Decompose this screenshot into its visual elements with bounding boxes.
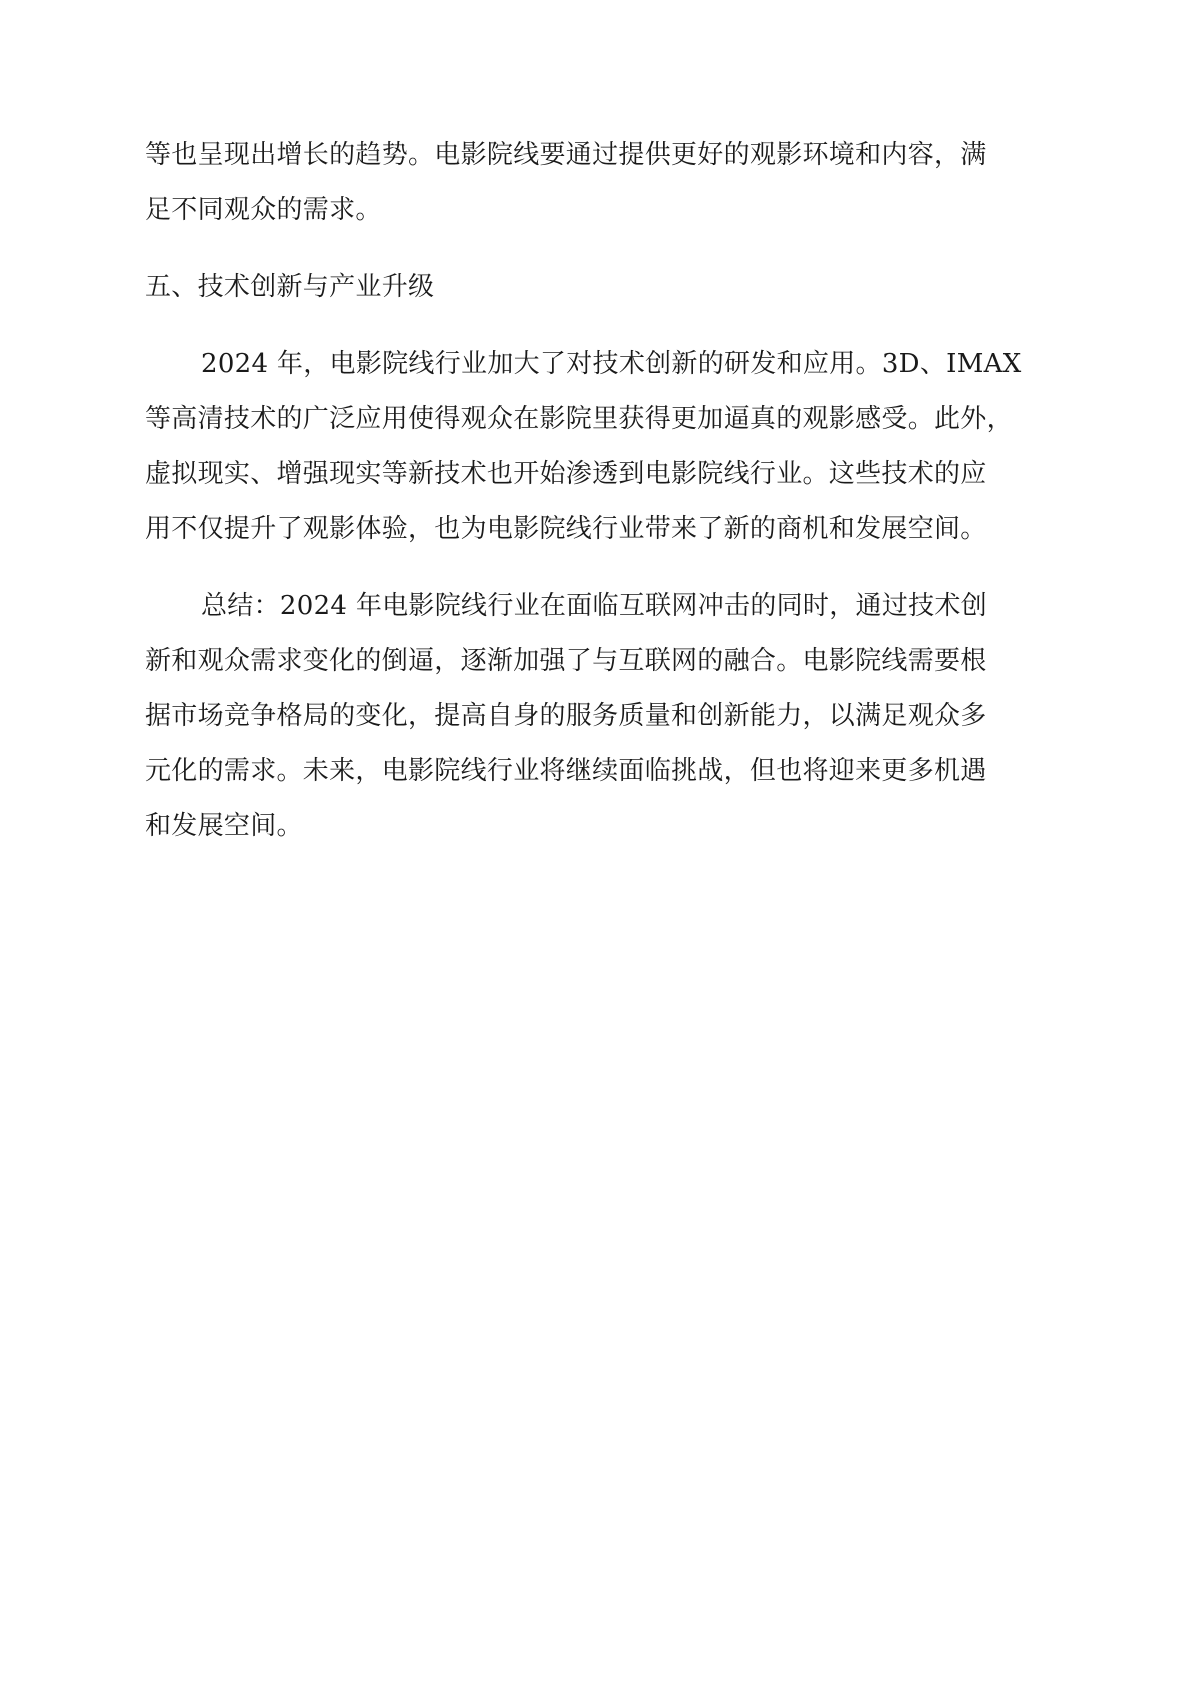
- paragraph-line: 虚拟现实、增强现实等新技术也开始渗透到电影院线行业。这些技术的应: [145, 459, 987, 489]
- paragraph-line: 用不仅提升了观影体验，也为电影院线行业带来了新的商机和发展空间。: [145, 514, 987, 544]
- section-heading: 五、技术创新与产业升级: [145, 272, 435, 302]
- paragraph-line: 等高清技术的广泛应用使得观众在影院里获得更加逼真的观影感受。此外，: [145, 404, 1013, 434]
- paragraph-line: 2024 年，电影院线行业加大了对技术创新的研发和应用。3D、IMAX: [201, 349, 1022, 379]
- summary-line: 新和观众需求变化的倒逼，逐渐加强了与互联网的融合。电影院线需要根: [145, 646, 987, 676]
- summary-line: 元化的需求。未来，电影院线行业将继续面临挑战，但也将迎来更多机遇: [145, 756, 987, 786]
- summary-line: 和发展空间。: [145, 811, 303, 841]
- summary-line: 总结：2024 年电影院线行业在面临互联网冲击的同时，通过技术创: [201, 591, 988, 621]
- continuation-line: 足不同观众的需求。: [145, 195, 382, 225]
- summary-line: 据市场竞争格局的变化，提高自身的服务质量和创新能力，以满足观众多: [145, 701, 987, 731]
- continuation-line: 等也呈现出增长的趋势。电影院线要通过提供更好的观影环境和内容，满: [145, 140, 987, 170]
